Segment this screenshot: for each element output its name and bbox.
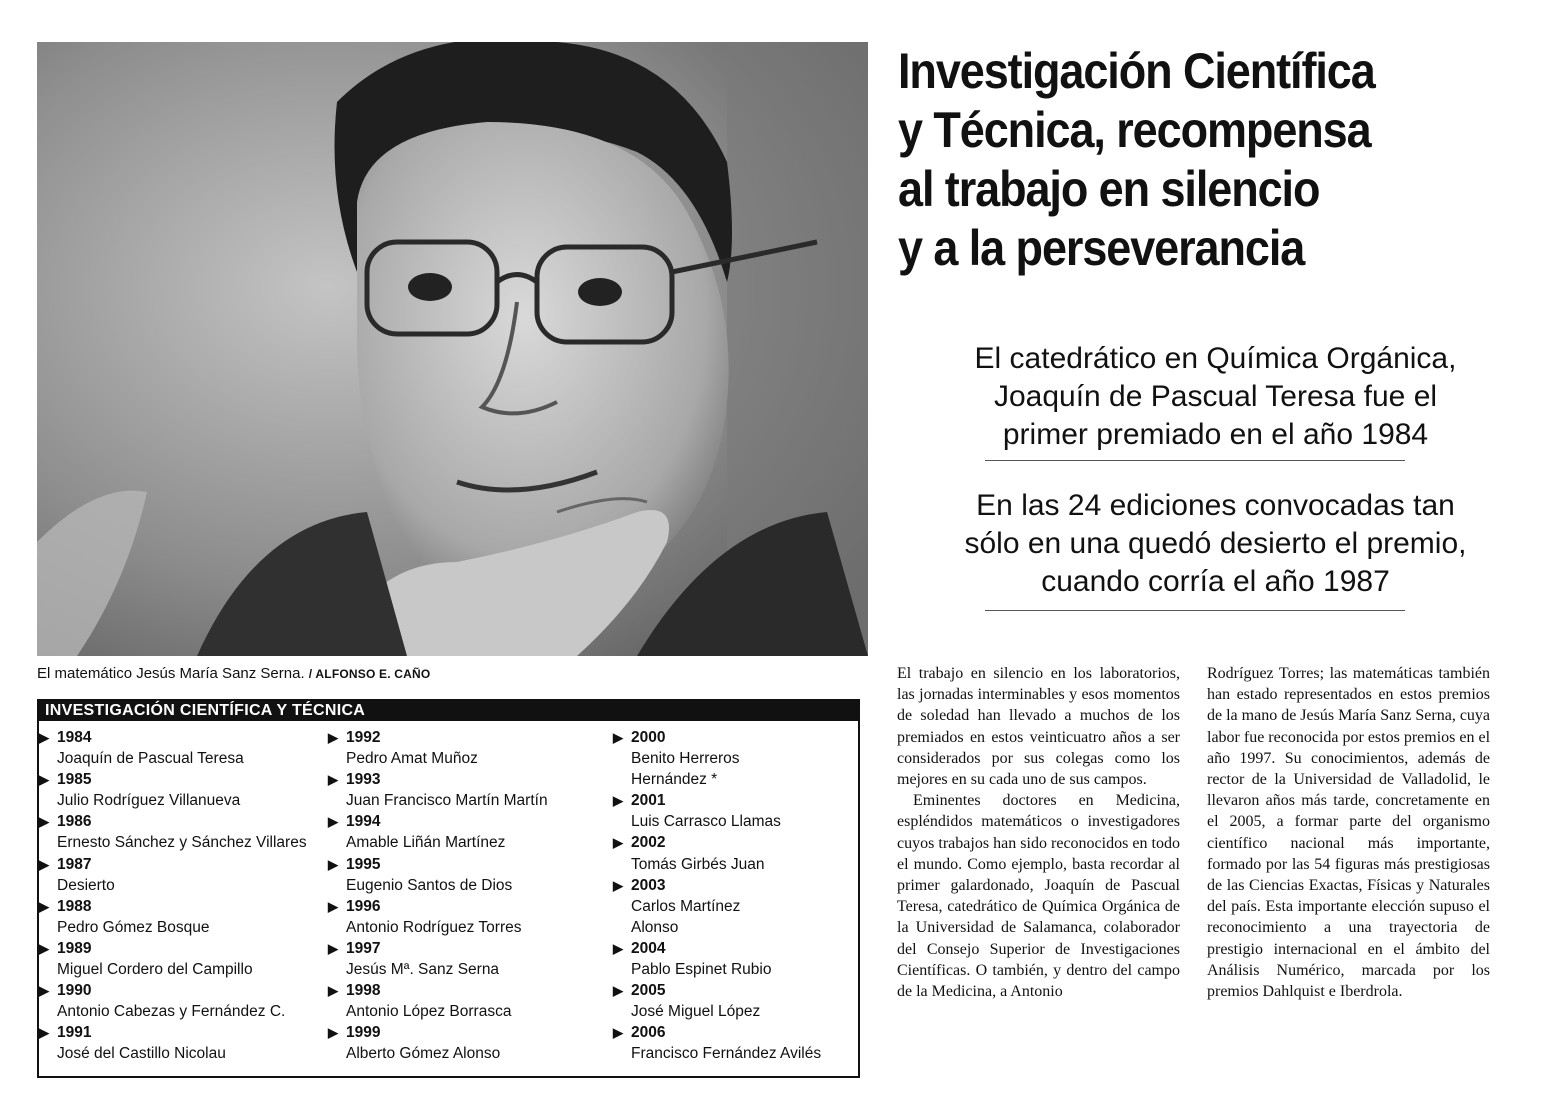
winner-entry: [613, 832, 893, 874]
winner-year-text: 1992: [346, 729, 381, 746]
winner-year: [613, 938, 893, 959]
winner-year-text: 2003: [631, 876, 666, 894]
body-paragraph: El trabajo en silencio en los laboratorios, las jornadas interminables y esos momentos de soledad han llevado a muchos de los premiados en estos veinticuatro años a ser considerados por sus colegas como los mejores en su cada uno de sus campos.: [897, 665, 1180, 789]
winner-entry: [39, 896, 319, 938]
winner-name: Benito Herreros: [631, 750, 740, 768]
winner-year: [613, 875, 893, 896]
winner-name: Ernesto Sánchez y Sánchez Villares: [57, 834, 307, 852]
winner-name: Carlos Martínez: [631, 897, 741, 915]
winner-entry: [613, 790, 893, 832]
winner-year: [328, 938, 608, 959]
winner-entry: [613, 875, 893, 938]
winner-name: Juan Francisco Martín Martín: [346, 792, 548, 810]
headline-line: y Técnica, recompensa: [898, 102, 1371, 158]
winner-entry: [39, 1022, 319, 1064]
winner-name: Antonio Cabezas y Fernández C.: [57, 1003, 286, 1021]
winner-year-text: 1991: [57, 1024, 92, 1042]
winner-entry: [39, 938, 319, 980]
winner-name: José del Castillo Nicolau: [57, 1045, 226, 1063]
winner-entry: [39, 980, 319, 1022]
winners-column: [39, 727, 319, 1065]
headline-line: y a la perseverancia: [898, 220, 1305, 276]
arrow-marker-icon: ▶: [613, 835, 623, 851]
winner-entry: [613, 727, 893, 790]
winners-column: [613, 727, 893, 1065]
winner-entry: [328, 1022, 608, 1064]
winner-year-text: 1993: [346, 771, 381, 789]
winner-name: Tomás Girbés Juan: [631, 855, 765, 873]
body-paragraph: Eminentes doctores en Medicina, espléndidos matemáticos o investigadores cuyos trabajos han sido reconocidos en todo el mundo. Como ejemplo, basta recordar al primer galardonado, Joaquín de Pascual Teresa, catedrático de Química Orgánica de la Universidad de Salamanca, colaborador del Consejo Superior de Investigaciones Científicas. O también, y dentro del campo de la Medicina, a Antonio: [897, 792, 1180, 1001]
winner-year-text: 2004: [631, 939, 666, 957]
winner-year-text: 1984: [57, 729, 92, 746]
winner-name: Eugenio Santos de Dios: [346, 876, 513, 894]
subheadline-line: El catedrático en Química Orgánica,: [974, 342, 1457, 375]
winner-year-text: 1999: [346, 1024, 381, 1042]
winner-year: [328, 727, 608, 748]
winner-year: [613, 790, 893, 811]
winner-year-text: 2000: [631, 729, 666, 746]
portrait-photo: [37, 42, 868, 656]
winner-name: Pablo Espinet Rubio: [631, 961, 772, 979]
arrow-marker-icon: ▶: [328, 856, 338, 872]
winner-year-text: 2006: [631, 1024, 666, 1042]
arrow-marker-icon: ▶: [613, 877, 623, 893]
winner-year: [39, 769, 319, 790]
arrow-marker-icon: ▶: [613, 793, 623, 809]
arrow-marker-icon: ▶: [328, 898, 338, 914]
winner-year-text: 1988: [57, 897, 92, 915]
subheadline-line: Joaquín de Pascual Teresa fue el: [993, 380, 1438, 413]
winner-entry: [613, 980, 893, 1022]
winner-name: José Miguel López: [631, 1003, 761, 1021]
arrow-marker-icon: ▶: [39, 772, 49, 788]
article-body-column-2: [1207, 663, 1490, 1002]
headline-line: al trabajo en silencio: [898, 161, 1320, 217]
winner-name: Miguel Cordero del Campillo: [57, 961, 253, 979]
winner-year-text: 1986: [57, 813, 92, 831]
subheadline-1: [898, 340, 1533, 454]
winner-year: [39, 938, 319, 959]
arrow-marker-icon: ▶: [39, 983, 49, 999]
winner-year-text: 1987: [57, 855, 92, 873]
winner-year: [328, 1022, 608, 1043]
arrow-marker-icon: ▶: [613, 940, 623, 956]
winner-entry: [613, 1022, 893, 1064]
photo-credit: / ALFONSO E. CAÑO: [308, 667, 431, 681]
winner-name: Pedro Gómez Bosque: [57, 918, 210, 936]
winner-year: [328, 811, 608, 832]
arrow-marker-icon: ▶: [39, 814, 49, 830]
arrow-marker-icon: ▶: [328, 1025, 338, 1041]
arrow-marker-icon: ▶: [39, 1025, 49, 1041]
winner-year: [39, 811, 319, 832]
body-paragraph: Rodríguez Torres; las matemáticas también han estado representados en estos premios de la mano de Jesús María Sanz Serna, cuya labor fue reconocida por estos premios en el año 1997. Su conocimientos, además de rector de la Universidad de Valladolid, le llevaron años más tarde, concretamente en el 2005, a formar parte del organismo científico nacional más importante, formado por las 54 figuras más prestigiosas de las Ciencias Exactas, Físicas y Naturales del país. Esta importante elección supuso el reconocimiento a una trayectoria de prestigio internacional en el ámbito del Análisis Numérico, marcada por los premios Dahlquist e Iberdrola.: [1207, 665, 1491, 1001]
winner-name: Antonio López Borrasca: [346, 1003, 512, 1021]
winner-entry: [328, 980, 608, 1022]
winner-name: Desierto: [57, 876, 115, 894]
arrow-marker-icon: ▶: [328, 814, 338, 830]
winner-year-text: 1994: [346, 813, 381, 831]
winner-year-text: 1985: [57, 771, 92, 789]
winner-entry: [39, 769, 319, 811]
winner-year-text: 1995: [346, 855, 381, 873]
winner-name: Julio Rodríguez Villanueva: [57, 792, 241, 810]
winner-entry: [328, 727, 608, 769]
arrow-marker-icon: ▶: [613, 1025, 623, 1041]
winner-year: [39, 727, 319, 748]
winner-year: [328, 854, 608, 875]
winner-entry: [328, 769, 608, 811]
arrow-marker-icon: ▶: [39, 940, 49, 956]
photo-caption: [37, 664, 867, 684]
winner-year: [39, 854, 319, 875]
winner-year-text: 2001: [631, 792, 666, 810]
arrow-marker-icon: ▶: [39, 730, 49, 745]
subheadline-2: [898, 487, 1533, 601]
subheadline-line: cuando corría el año 1987: [1041, 565, 1390, 598]
winner-year-text: 1989: [57, 939, 92, 957]
arrow-marker-icon: ▶: [328, 730, 338, 745]
winner-year: [39, 1022, 319, 1043]
winner-name: Antonio Rodríguez Torres: [346, 918, 522, 936]
winner-entry: [328, 854, 608, 896]
winner-year-text: 1997: [346, 939, 381, 957]
article-body-column-1: [897, 663, 1180, 1002]
winner-name: Amable Liñán Martínez: [346, 834, 506, 852]
winner-entry: [328, 938, 608, 980]
arrow-marker-icon: ▶: [613, 730, 623, 745]
winner-year: [613, 832, 893, 853]
arrow-marker-icon: ▶: [39, 898, 49, 914]
caption-text: El matemático Jesús María Sanz Serna.: [37, 665, 305, 682]
divider: [985, 460, 1405, 461]
arrow-marker-icon: ▶: [39, 856, 49, 872]
arrow-marker-icon: ▶: [328, 772, 338, 788]
winner-year: [328, 896, 608, 917]
subheadline-line: sólo en una quedó desierto el premio,: [964, 527, 1467, 560]
winner-year: [328, 980, 608, 1001]
winner-year: [39, 980, 319, 1001]
winner-entry: [328, 896, 608, 938]
winner-name: Hernández *: [631, 771, 718, 789]
winner-entry: [39, 811, 319, 853]
divider: [985, 610, 1405, 611]
subheadline-line: primer premiado en el año 1984: [1002, 418, 1429, 451]
headline-line: Investigación Científica: [898, 43, 1375, 99]
winner-entry: [39, 854, 319, 896]
winner-year: [613, 727, 893, 748]
winner-name: Francisco Fernández Avilés: [631, 1045, 822, 1063]
winner-year-text: 1990: [57, 982, 92, 1000]
winner-year: [328, 769, 608, 790]
winner-year: [39, 896, 319, 917]
arrow-marker-icon: ▶: [328, 983, 338, 999]
winner-entry: [613, 938, 893, 980]
arrow-marker-icon: ▶: [328, 940, 338, 956]
winner-year-text: 2005: [631, 982, 666, 1000]
winner-name: Luis Carrasco Llamas: [631, 813, 781, 831]
winner-entry: [39, 727, 319, 769]
winner-entry: [328, 811, 608, 853]
arrow-marker-icon: ▶: [613, 983, 623, 999]
winner-name: Alonso: [631, 918, 679, 936]
winner-year-text: 1998: [346, 982, 381, 1000]
winner-year: [613, 1022, 893, 1043]
winner-year-text: 2002: [631, 834, 666, 852]
winner-year-text: 1996: [346, 897, 381, 915]
article-headline: [898, 42, 1456, 278]
winner-name: Alberto Gómez Alonso: [346, 1045, 501, 1063]
winner-name: Jesús Mª. Sanz Serna: [346, 961, 500, 979]
winner-year: [613, 980, 893, 1001]
winner-name: Joaquín de Pascual Teresa: [57, 750, 244, 768]
winner-name: Pedro Amat Muñoz: [346, 750, 478, 768]
subheadline-line: En las 24 ediciones convocadas tan: [976, 489, 1455, 522]
winners-box-title: INVESTIGACIÓN CIENTÍFICA Y TÉCNICA: [39, 701, 858, 721]
winners-box: [37, 699, 860, 1078]
winners-column: [328, 727, 608, 1065]
